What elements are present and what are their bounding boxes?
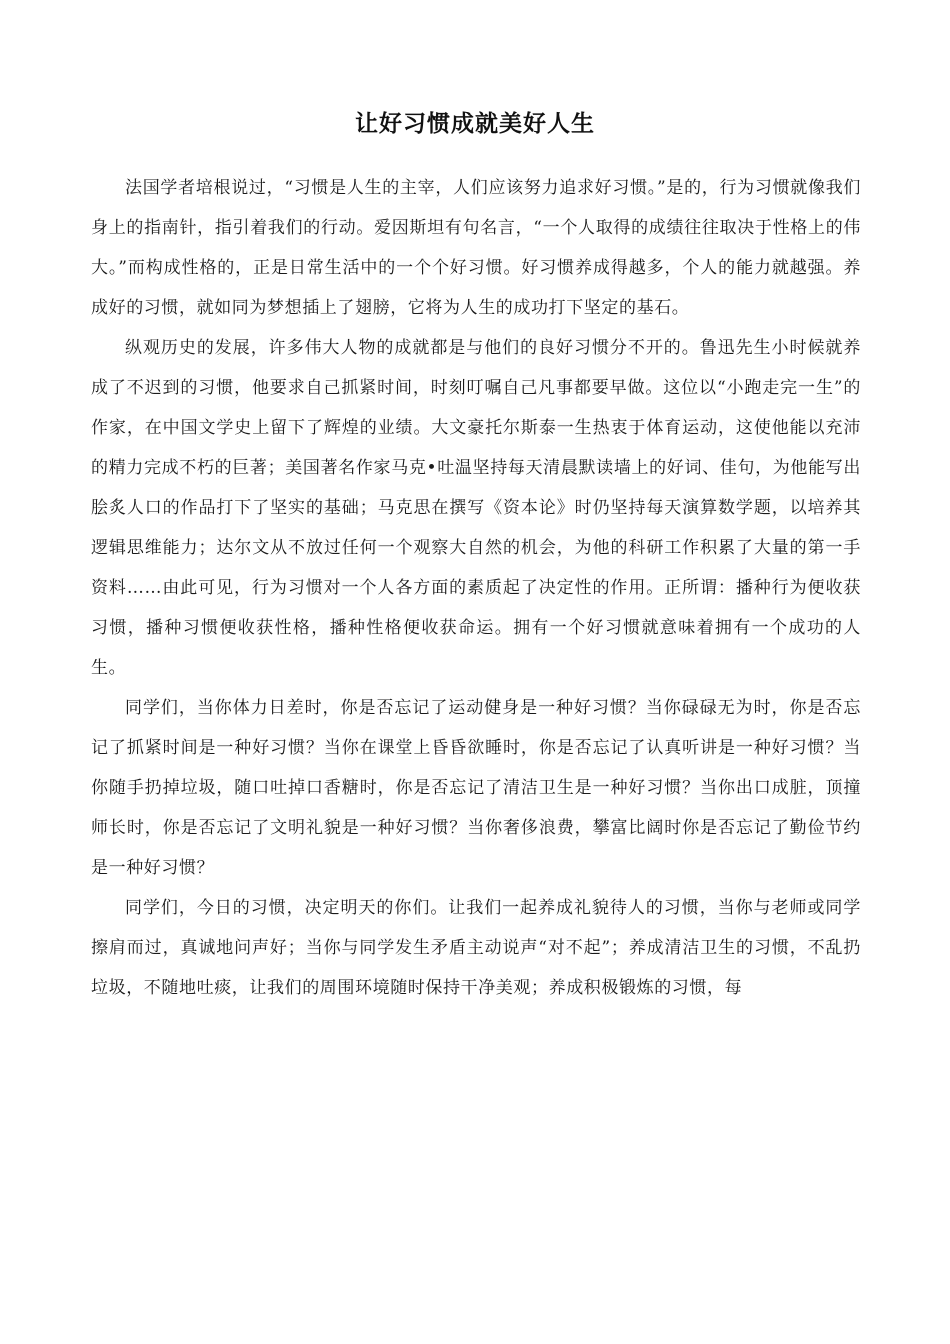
document-body	[91, 168, 861, 1008]
paragraph-1: 法国学者培根说过，“习惯是人生的主宰，人们应该努力追求好习惯。”是的，行为习惯就像我们身上的指南针，指引着我们的行动。爱因斯坦有句名言，“一个人取得的成绩往往取决于性格上的伟大。”而构成性格的，正是日常生活中的一个个好习惯。好习惯养成得越多，个人的能力就越强。养成好的习惯，就如同为梦想插上了翅膀，它将为人生的成功打下坚定的基石。	[91, 178, 861, 318]
paragraph-3: 同学们，当你体力日差时，你是否忘记了运动健身是一种好习惯？当你碌碌无为时，你是否忘记了抓紧时间是一种好习惯？当你在课堂上昏昏欲睡时，你是否忘记了认真听讲是一种好习惯？当你随手扔掉垃圾，随口吐掉口香糖时，你是否忘记了清洁卫生是一种好习惯？当你出口成脏，顶撞师长时，你是否忘记了文明礼貌是一种好习惯？当你奢侈浪费，攀富比阔时你是否忘记了勤俭节约是一种好习惯？	[91, 698, 861, 878]
paragraph-2: 纵观历史的发展，许多伟大人物的成就都是与他们的良好习惯分不开的。鲁迅先生小时候就养成了不迟到的习惯，他要求自己抓紧时间，时刻叮嘱自己凡事都要早做。这位以“小跑走完一生”的作家，在中国文学史上留下了辉煌的业绩。大文豪托尔斯泰一生热衷于体育运动，这使他能以充沛的精力完成不朽的巨著；美国著名作家马克•吐温坚持每天清晨默读墙上的好词、佳句，为他能写出脍炙人口的作品打下了坚实的基础；马克思在撰写《资本论》时仍坚持每天演算数学题，以培养其逻辑思维能力；达尔文从不放过任何一个观察大自然的机会，为他的科研工作积累了大量的第一手资料……由此可见，行为习惯对一个人各方面的素质起了决定性的作用。正所谓：播种行为便收获习惯，播种习惯便收获性格，播种性格便收获命运。拥有一个好习惯就意味着拥有一个成功的人生。	[91, 338, 861, 678]
paragraph-4: 同学们，今日的习惯，决定明天的你们。让我们一起养成礼貌待人的习惯，当你与老师或同学擦肩而过，真诚地问声好；当你与同学发生矛盾主动说声“对不起”；养成清洁卫生的习惯，不乱扔垃圾，不随地吐痰，让我们的周围环境随时保持干净美观；养成积极锻炼的习惯，每	[91, 898, 861, 998]
document-title: 让好习惯成就美好人生	[355, 110, 595, 137]
